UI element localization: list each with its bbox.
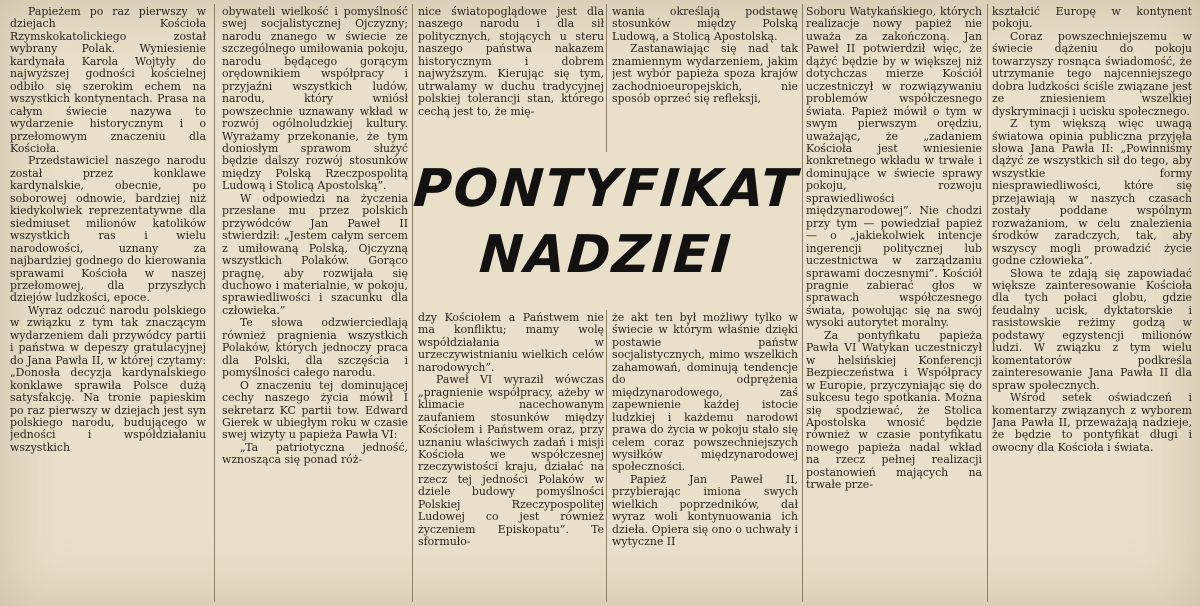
paragraph: Za pontyfikatu papieża Pawła VI Watykan uczestniczył w helsińskiej Konferencji Bezpieczeństwa i Współpracy w Europie, przyczyniając się do sukcesu tego spotkania. Można się spodziewać, że Stolica Apostolska wnosić będzie również w czasie pontyfikatu nowego papieża nadal wkład na rzecz pełnej realizacji postanowień mających na trwałe prze- <box>806 328 982 492</box>
paragraph: „Ta patriotyczna jedność, wznosząca się ponad róż- <box>222 440 408 467</box>
paragraph: Coraz powszechniejszemu w świecie dążeniu do pokoju towarzyszy rosnąca świadomość, że utrzymanie tego najcenniejszego dobra ludzkości ściśle związane jest ze zniesieniem wszelkiej dyskryminacji i ucisku społecznego. <box>992 29 1192 118</box>
paragraph: nice światopoglądowe jest dla naszego narodu i dla sił politycznych, stojących u steru naszego państwa nakazem historycznym i dobrem najwyższym. Kierując się tym, utrwalamy w duchu tradycyjnej polskiej tolerancji stan, którego cechą jest to, że mię- <box>418 6 604 118</box>
paragraph: kształcić Europę w kontynent pokoju. <box>992 6 1192 31</box>
paragraph: Papieżem po raz pierwszy w dziejach Kościoła Rzymskokatolickiego został wybrany Polak. Wyniesienie kardynała Karola Wojtyły do najwyższej godności kościelnej odbiło się szerokim echem na wszystkich kontynentach. Prasa na całym świecie nazywa to wydarzenie historycznym i o przełomowym znaczeniu dla Kościoła. <box>10 6 206 155</box>
article-column-2 <box>222 6 408 598</box>
paragraph: że akt ten był możliwy tylko w świecie w którym właśnie dzięki postawie państw socjalistycznych, mimo wszelkich zahamowań, dominują tendencje do odprężenia międzynarodowego, zaś zapewnienie każdej istocie ludzkiej i każdemu narodowi prawa do życia w pokoju stało się celem coraz powszechniejszych wysiłków międzynarodowej społeczności. <box>612 312 798 474</box>
article-column-3-top <box>418 6 604 152</box>
paragraph: dzy Kościołem a Państwem nie ma konfliktu; mamy wolę współdziałania w urzeczywistnianiu wielkich celów narodowych”. <box>418 312 604 374</box>
paragraph: Wśród setek oświadczeń i komentarzy związanych z wyborem Jana Pawła II, przeważają nadzieje, że będzie to pontyfikat długi i owocny dla Kościoła i świata. <box>992 391 1192 454</box>
paragraph: O znaczeniu tej dominującej cechy naszego życia mówił I sekretarz KC partii tow. Edward Gierek w ubiegłym roku w czasie swej wizyty u papieża Pawła VI: <box>222 378 408 442</box>
paragraph: Słowa te zdają się zapowiadać większe zainteresowanie Kościoła dla tych połaci globu, gdzie feudalny ucisk, dyktatorskie i rasistowskie reżimy godzą w podstawy egzystencji milionów ludzi. W związku z tym wielu komentatorów podkreśla zainteresowanie Jana Pawła II dla spraw społecznych. <box>992 266 1192 392</box>
column-divider <box>802 4 803 602</box>
paragraph: W odpowiedzi na życzenia przesłane mu przez polskich przywódców Jan Paweł II stwierdził: „Jestem całym sercem z umiłowaną Polską, Ojczyzną wszystkich Polaków. Gorąco pragnę, aby rozwijała się duchowo i materialnie, w pokoju, sprawiedliwości i szacunku dla człowieka.” <box>222 191 408 317</box>
headline-line-1: PONTYFIKAT <box>411 159 801 219</box>
column-divider <box>987 4 988 602</box>
article-column-6 <box>992 6 1192 598</box>
headline-line-2: NADZIEI <box>477 225 735 285</box>
column-divider <box>214 4 215 602</box>
paragraph: Te słowa odzwierciedlają również pragnienia wszystkich Polaków, których jednoczy praca dla Polski, dla szczęścia i pomyślności całego narodu. <box>222 316 408 380</box>
paragraph: Wyraz odczuć narodu polskiego w związku z tym tak znaczącym wydarzeniem dali przywódcy partii i państwa w depeszy gratulacyjnej do Jana Pawła II, w której czytamy: „Donosła decyzja kardynalskiego konklawe sprawiła Polsce dużą satysfakcję. Na tronie papieskim po raz pierwszy w dziejach jest syn polskiego narodu, budującego w jedności i współdziałaniu wszystkich <box>10 303 206 454</box>
column-divider <box>412 4 413 602</box>
paragraph: Soboru Watykańskiego, których realizacje nowy papież nie uważa za zakończoną. Jan Paweł II potwierdził więc, że dążyć będzie by w większej niż dotychczas mierze Kościół uczestniczył w rozwiązywaniu problemów współczesnego świata. Papież mówił o tym w swym pierwszym orędziu, uważając, że „zadaniem Kościoła jest wniesienie konkretnego wkładu w trwałe i dominujące w świecie sprawy pokoju, rozwoju sprawiedliwości międzynarodowej”. Nie chodzi przy tym — powiedział papież — o „jakiekolwiek intencje ingerencji politycznej lub uczestnictwa w zarządzaniu sprawami doczesnymi”. Kościół pragnie zabierać głos w sprawach współczesnego świata, powołując się na swój wysoki autorytet moralny. <box>806 6 982 330</box>
article-column-5 <box>806 6 982 598</box>
column-divider <box>606 4 607 152</box>
column-divider <box>606 310 607 602</box>
paragraph: Paweł VI wyraził wówczas „pragnienie współpracy, ażeby w klimacie nacechowanym zaufaniem stosunków między Kościołem i Państwem oraz, przy uznaniu właściwych zadań i misji Kościoła we współczesnej rzeczywistości kraju, działać na rzecz tej jedności Polaków w dziele budowy pomyślności Polskiej Rzeczypospolitej Ludowej co jest również życzeniem Episkopatu”. Te sformuło- <box>418 373 604 549</box>
article-column-3-bottom <box>418 312 604 598</box>
paragraph: wania określają podstawę stosunków między Polską Ludową, a Stolicą Apostolską. <box>612 6 798 43</box>
paragraph: obywateli wielkość i pomyślność swej socjalistycznej Ojczyzny; narodu znanego w świecie ze szczególnego umiłowania pokoju, narodu będącego gorącym orędownikiem współpracy i przyjaźni wszystkich ludów, narodu, który wniósł powszechnie uznawany wkład w rozwój ogólnoludzkiej kultury. Wyrażamy przekonanie, że tym doniosłym sprawom służyć będzie dalszy rozwój stosunków między Polską Rzeczpospolitą Ludową i Stolicą Apostolską”. <box>222 6 408 193</box>
paragraph: Z tym większą więc uwagą światowa opinia publiczna przyjęła słowa Jana Pawła II: „Powinniśmy dążyć ze wszystkich sił do tego, aby wszystkie formy niesprawiedliwości, które się przejawiają w naszych czasach zostały poddane wspólnym rozważaniom, w celu znalezienia środków zaradczych, tak, aby wszyscy mogli prowadzić życie godne człowieka”. <box>992 117 1192 268</box>
article-column-4-top <box>612 6 798 152</box>
paragraph: Przedstawiciel naszego narodu został przez konklawe kardynalskie, obecnie, po soborowej odnowie, bardziej niż kiedykolwiek reprezentatywne dla siedmiuset milionów katolików wszystkich ras i wielu narodowości, uznany za najbardziej godnego do kierowania sprawami Kościoła w naszej przełomowej, dla przyszłych dziejów ludzkości, epoce. <box>10 154 206 305</box>
paragraph: Papież Jan Paweł II, przybierając imiona swych wielkich poprzedników, dał wyraz woli kontynuowania ich dzieła. Opiera się ono o uchwały i wytyczne II <box>612 472 798 549</box>
paragraph: Zastanawiając się nad tak znamiennym wydarzeniem, jakim jest wybór papieża spoza krajów zachodnioeuropejskich, nie sposób oprzeć się refleksji, <box>612 42 798 106</box>
article-column-4-bottom <box>612 312 798 598</box>
article-column-1 <box>10 6 206 598</box>
article-headline <box>410 156 802 302</box>
